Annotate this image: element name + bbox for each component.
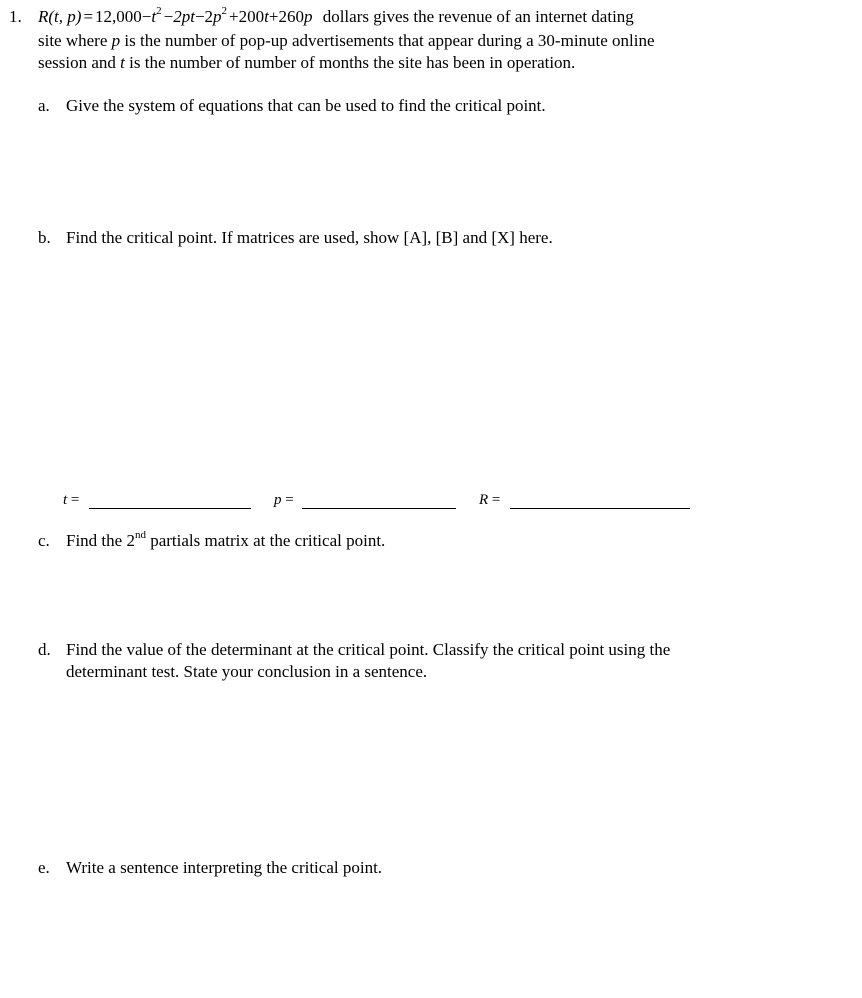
pt-term: pt bbox=[181, 7, 195, 26]
r-answer-blank[interactable] bbox=[510, 508, 690, 509]
t-answer-label: t = bbox=[63, 492, 80, 508]
t-answer-blank[interactable] bbox=[89, 508, 251, 509]
part-d-text-line-2: determinant test. State your conclusion in a sentence. bbox=[66, 662, 428, 681]
part-b-text: Find the critical point. If matrices are used, show [A], [B] and [X] here. bbox=[66, 228, 553, 247]
p-answer-blank[interactable] bbox=[302, 508, 456, 509]
part-c-letter: c. bbox=[38, 531, 50, 550]
question-stem-line-1 bbox=[38, 6, 634, 28]
part-e-text: Write a sentence interpreting the critical point. bbox=[66, 858, 383, 877]
part-e-letter: e. bbox=[38, 858, 50, 877]
question-stem-line-2: site where p is the number of pop-up advertisements that appear during a 30-minute online bbox=[38, 31, 655, 50]
r-answer-label: R = bbox=[479, 492, 501, 508]
p-answer-label: p = bbox=[274, 492, 294, 508]
question-stem-line-3: session and t is the number of number of months the site has been in operation. bbox=[38, 53, 576, 72]
part-a-text: Give the system of equations that can be used to find the critical point. bbox=[66, 96, 546, 115]
stem-text-1: dollars gives the revenue of an internet dating bbox=[322, 7, 634, 26]
part-d-letter: d. bbox=[38, 640, 51, 659]
part-a-letter: a. bbox=[38, 96, 50, 115]
question-number: 1. bbox=[9, 7, 22, 26]
revenue-formula: R(t, $p) = 12,000-t^2 -2pt-2p^2 +200t+260p$ bbox=[38, 5, 313, 26]
part-c-text: Find the 2nd partials matrix at the critical point. bbox=[66, 529, 386, 550]
part-d-text-line-1: Find the value of the determinant at the critical point. Classify the critical point using the bbox=[66, 640, 671, 659]
part-b-letter: b. bbox=[38, 228, 51, 247]
